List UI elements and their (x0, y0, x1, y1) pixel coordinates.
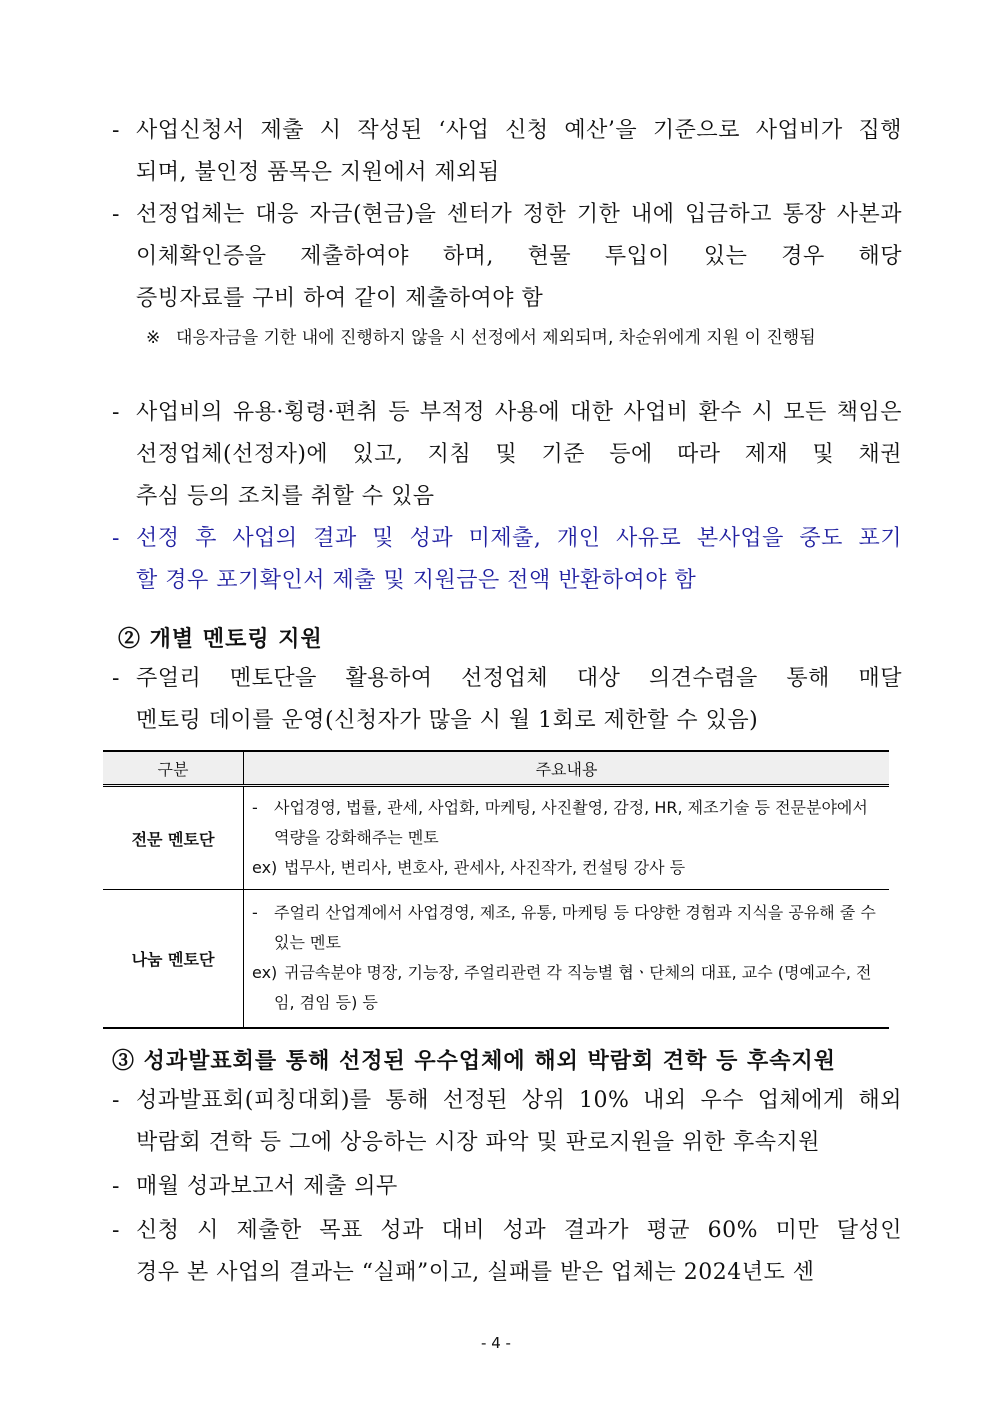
bullet-failure-criteria (112, 1210, 902, 1294)
mentor-table (103, 750, 889, 1029)
bullet-dash: - (112, 400, 120, 425)
note-text: 대응자금을 기한 내에 진행하지 않을 시 선정에서 제외되며, 차순위에게 지원 이 진행됨 (176, 328, 816, 348)
row-desc: 주얼리 산업계에서 사업경영, 제조, 유통, 마케팅 등 다양한 경험과 지식을 공유해 줄 수 있는 멘토 (274, 903, 876, 953)
bullet-monthly-report (112, 1166, 902, 1208)
bullet-dash: - (112, 1218, 120, 1243)
bullet-dash: - (112, 1088, 120, 1113)
bullet-pitching-followup (112, 1080, 902, 1164)
bullet-dash: - (112, 1174, 120, 1199)
bullet-text-last: 할 경우 포기확인서 제출 및 지원금은 전액 반환하여야 함 (136, 568, 697, 593)
row-content (244, 890, 890, 1028)
table-header-row (103, 751, 889, 786)
bullet-misuse-recovery (112, 392, 902, 518)
bullet-text: 사업신청서 제출 시 작성된 ‘사업 신청 예산’을 기준으로 사업비가 집행 (136, 118, 902, 143)
section-heading-mentoring: ② 개별 멘토링 지원 (118, 626, 323, 652)
ex-mark: ex) (252, 858, 278, 877)
section-heading-followup: ③ 성과발표회를 통해 선정된 우수업체에 해외 박람회 견학 등 후속지원 (112, 1048, 836, 1074)
bullet-budget-execution (112, 110, 902, 194)
bullet-text: 주얼리 멘토단을 활용하여 선정업체 대상 의견수렴을 통해 매달 (136, 666, 902, 691)
ex-mark: ex) (252, 963, 278, 983)
row-category: 전문 멘토단 (103, 786, 244, 890)
row-example: 귀금속분야 명장, 기능장, 주얼리관련 각 직능별 협ㆍ단체의 대표, 교수 (명예교수, 전임, 겸임 등) 등 (274, 963, 872, 1013)
note-mark: ※ (146, 328, 161, 348)
bullet-text-last: 증빙자료를 구비 하여 같이 제출하여야 함 (136, 286, 544, 311)
bullet-withdrawal-refund (112, 518, 902, 602)
table-row (103, 786, 889, 890)
bullet-text: 신청 시 제출한 목표 성과 대비 성과 결과가 평균 60% 미만 달성인 (136, 1218, 902, 1243)
bullet-dash: - (112, 526, 120, 551)
bullet-text: 사업비의 유용·횡령·편취 등 부적정 사용에 대한 사업비 환수 시 모든 책임은 선정업체(선정자)에 있고, 지침 및 기준 등에 따라 제재 및 채권 (136, 400, 902, 467)
bullet-matching-funds (112, 194, 902, 320)
bullet-dash: - (112, 202, 120, 227)
table-row (103, 890, 889, 1028)
bullet-text: 선정 후 사업의 결과 및 성과 미제출, 개인 사유로 본사업을 중도 포기 (136, 526, 902, 551)
bullet-text: 성과발표회(피칭대회)를 통해 선정된 상위 10% 내외 우수 업체에게 해외 (136, 1088, 902, 1113)
row-desc: 사업경영, 법률, 관세, 사업화, 마케팅, 사진촬영, 감정, HR, 제조기술 등 전문분야에서 역량을 강화해주는 멘토 (274, 798, 868, 847)
bullet-text-last: 되며, 불인정 품목은 지원에서 제외됨 (136, 160, 500, 185)
bullet-text: 선정업체는 대응 자금(현금)을 센터가 정한 기한 내에 입금하고 통장 사본과 이체확인증을 제출하여야 하며, 현물 투입이 있는 경우 해당 (136, 202, 902, 269)
bullet-dash: - (112, 118, 120, 143)
bullet-text-last: 박람회 견학 등 그에 상응하는 시장 파악 및 판로지원을 위한 후속지원 (136, 1130, 820, 1155)
row-category: 나눔 멘토단 (103, 890, 244, 1028)
desc-mark: - (252, 903, 258, 923)
header-content: 주요내용 (244, 751, 890, 786)
desc-mark: - (252, 798, 258, 817)
bullet-text-last: 경우 본 사업의 결과는 “실패”이고, 실패를 받은 업체는 2024년도 센 (136, 1260, 815, 1285)
row-example: 법무사, 변리사, 변호사, 관세사, 사진작가, 컨설팅 강사 등 (284, 858, 686, 877)
bullet-mentoring-day (112, 658, 902, 742)
bullet-dash: - (112, 666, 120, 691)
bullet-text-last: 멘토링 데이를 운영(신청자가 많을 시 월 1회로 제한할 수 있음) (136, 708, 759, 733)
bullet-text-last: 추심 등의 조치를 취할 수 있음 (136, 484, 435, 509)
note-matching-funds (146, 322, 898, 354)
row-content (244, 786, 890, 890)
header-category: 구분 (103, 751, 244, 786)
bullet-text-last: 매월 성과보고서 제출 의무 (136, 1174, 398, 1199)
page-number: - 4 - (481, 1334, 511, 1352)
